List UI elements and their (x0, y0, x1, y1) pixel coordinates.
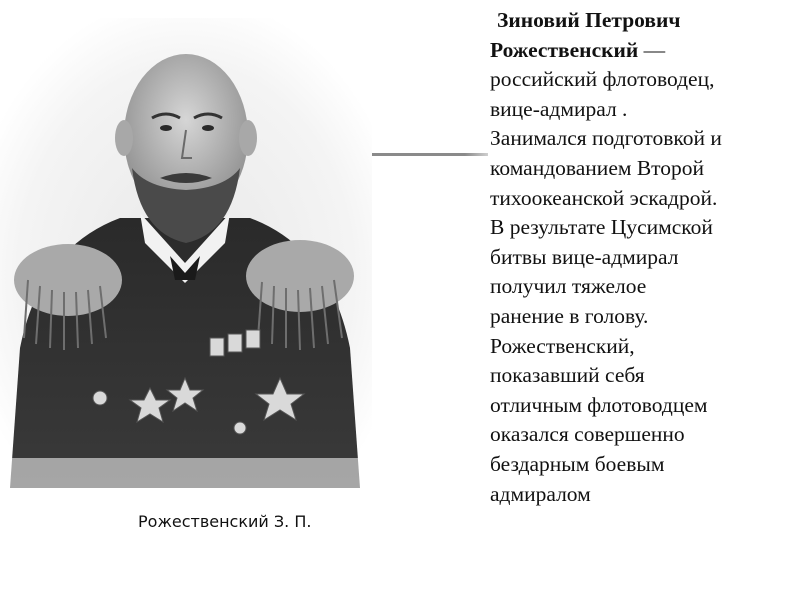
bio-line: Занимался подготовкой и (490, 126, 722, 151)
bio-line: ранение в голову. (490, 303, 649, 328)
bio-line: Рожественский, (490, 333, 635, 358)
bio-line: отличным флотоводцем (490, 392, 708, 417)
bio-line: тихоокеанской эскадрой. (490, 185, 718, 210)
bio-line: бездарным боевым (490, 451, 665, 476)
bio-line: вице-адмирал . (490, 96, 628, 121)
bio-line: российский флотоводец, (490, 67, 715, 92)
bio-name-line-1: Зиновий Петрович (497, 8, 681, 32)
bio-line: адмиралом (490, 481, 591, 506)
portrait-photo (0, 18, 372, 488)
bio-line: получил тяжелое (490, 274, 647, 299)
biography-text (490, 6, 790, 509)
bio-dash: — (638, 37, 666, 62)
portrait-caption: Рожественский З. П. (138, 512, 312, 531)
bio-line: командованием Второй (490, 155, 705, 180)
divider-line (372, 153, 488, 156)
bio-line: битвы вице-адмирал (490, 244, 679, 269)
bio-name-line-2: Рожественский — (490, 37, 666, 62)
bio-line: показавший себя (490, 363, 645, 388)
bio-line: В результате Цусимской (490, 215, 713, 240)
bio-line: оказался совершенно (490, 422, 685, 447)
